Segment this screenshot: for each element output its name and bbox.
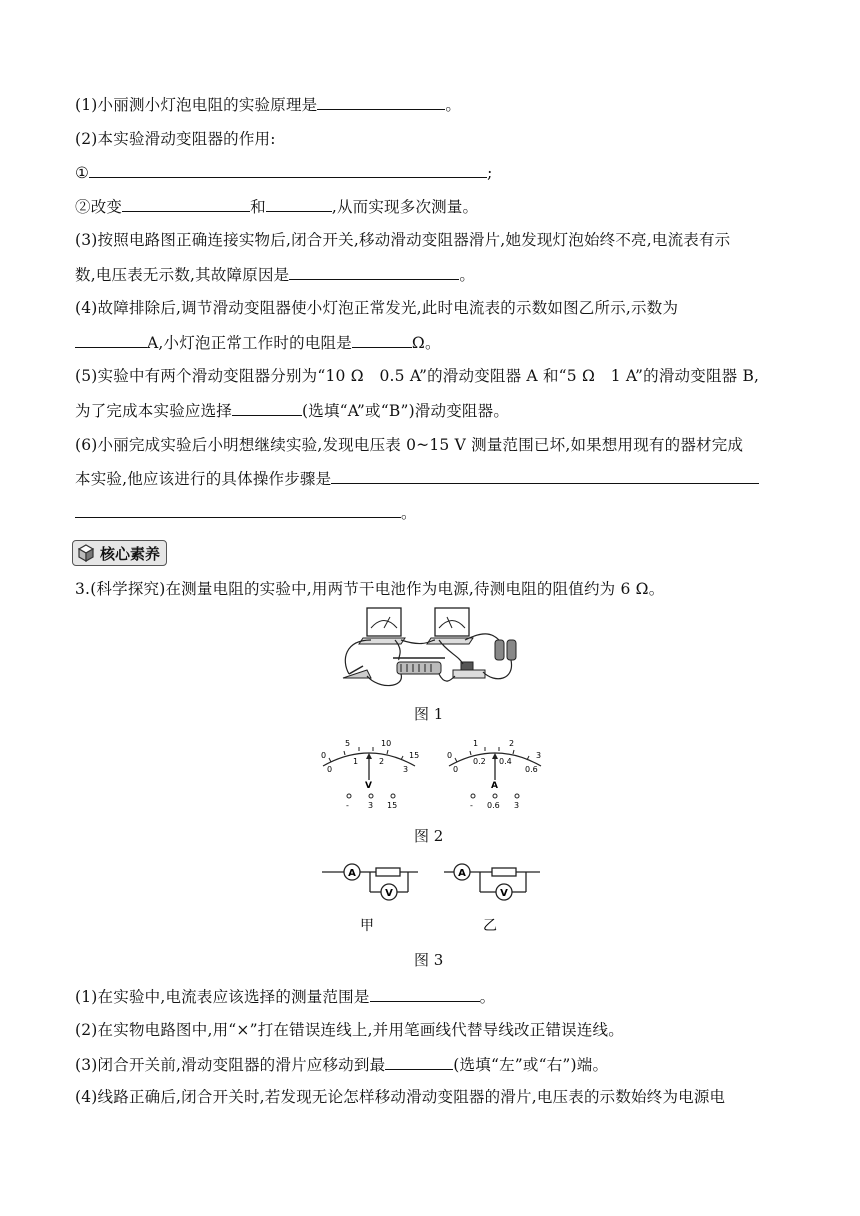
ammeter-bottom-tick: 0.2 — [473, 757, 486, 766]
answer-blank[interactable] — [289, 263, 459, 280]
voltmeter-bottom-tick: 0 — [327, 765, 333, 774]
answer-blank[interactable] — [122, 195, 250, 212]
ammeter-top-tick: 2 — [509, 739, 515, 748]
voltmeter-terminal: 3 — [368, 801, 374, 810]
voltmeter-top-tick: 15 — [409, 751, 420, 760]
ammeter-bottom-tick: 0.4 — [499, 757, 512, 766]
circuit-jia-label: 甲 — [360, 918, 374, 934]
voltmeter-terminal: - — [346, 801, 349, 810]
figure-3-caption: 图 3 — [414, 951, 444, 969]
answer-blank[interactable] — [89, 161, 487, 178]
circuit-yi-label: 乙 — [483, 918, 497, 934]
voltmeter-top-tick: 5 — [345, 739, 351, 748]
q2-item-2b: ②改变 和 ,从而实现多次测量。 — [75, 195, 478, 218]
q2-item-4-line2: A,小灯泡正常工作时的电阻是 Ω。 — [75, 331, 441, 354]
q2-item-2a: ① ; — [75, 161, 493, 184]
q3-item-4: (4)线路正确后,闭合开关时,若发现无论怎样移动滑动变阻器的滑片,电压表的示数始终为电源电 — [75, 1088, 726, 1106]
answer-blank[interactable] — [266, 195, 332, 212]
answer-blank[interactable] — [331, 467, 759, 484]
voltmeter-terminal: 15 — [387, 801, 398, 810]
voltmeter-top-tick: 10 — [381, 739, 392, 748]
ammeter-bottom-tick: 0 — [453, 765, 459, 774]
ammeter-dial — [447, 739, 541, 810]
figure-1-caption: 图 1 — [414, 705, 444, 723]
q2-item-2: (2)本实验滑动变阻器的作用: — [75, 130, 276, 148]
voltmeter-top-tick: 0 — [321, 751, 327, 760]
ammeter-terminal: 3 — [514, 801, 520, 810]
figure-1-physical-circuit — [335, 600, 525, 695]
q2-item-6-line1: (6)小丽完成实验后小明想继续实验,发现电压表 0~15 V 测量范围已坏,如果想用现有的器材完成 — [75, 436, 744, 454]
q2-item-5-line2: 为了完成本实验应选择 (选填“A”或“B”)滑动变阻器。 — [75, 399, 509, 422]
ammeter-terminal: 0.6 — [487, 801, 500, 810]
ammeter-terminal: - — [470, 801, 473, 810]
section-badge-core-literacy — [72, 540, 167, 566]
answer-blank[interactable] — [370, 985, 480, 1002]
voltmeter-dial — [321, 739, 419, 810]
resistor-symbol — [376, 868, 400, 876]
ammeter-top-tick: 0 — [447, 751, 453, 760]
resistor-symbol — [492, 868, 516, 876]
voltmeter-bottom-tick: 2 — [379, 757, 385, 766]
ammeter-top-tick: 1 — [473, 739, 479, 748]
cube-icon — [77, 544, 95, 562]
answer-blank[interactable] — [385, 1053, 453, 1070]
answer-blank[interactable] — [352, 331, 412, 348]
q3-item-3: (3)闭合开关前,滑动变阻器的滑片应移动到最 (选填“左”或“右”)端。 — [75, 1053, 608, 1076]
q3-item-2: (2)在实物电路图中,用“×”打在错误连线上,并用笔画线代替导线改正错误连线。 — [75, 1021, 624, 1039]
ammeter-symbol-label: A — [458, 868, 466, 879]
ammeter-bottom-tick: 0.6 — [525, 765, 538, 774]
q2-item-6-line3: 。 — [75, 501, 417, 524]
q2-item-6-line2: 本实验,他应该进行的具体操作步骤是 — [75, 467, 759, 490]
q2-item-3-line2: 数,电压表无示数,其故障原因是 。 — [75, 263, 475, 286]
voltmeter-symbol-label: V — [500, 888, 508, 899]
q3-item-1: (1)在实验中,电流表应该选择的测量范围是 。 — [75, 985, 495, 1008]
answer-blank[interactable] — [75, 331, 147, 348]
q2-item-5-line1: (5)实验中有两个滑动变阻器分别为“10 Ω 0.5 A”的滑动变阻器 A 和“5 Ω 1 A”的滑动变阻器 B, — [75, 367, 760, 385]
voltmeter-symbol-label: V — [385, 888, 393, 899]
figure-2-caption: 图 2 — [414, 827, 444, 845]
circuit-yi — [444, 864, 540, 934]
q3-stem: 3.(科学探究)在测量电阻的实验中,用两节干电池作为电源,待测电阻的阻值约为 6 Ω。 — [75, 580, 665, 598]
figure-3-circuits — [318, 858, 548, 938]
ammeter-unit: A — [491, 781, 498, 791]
ammeter-top-tick: 3 — [536, 751, 542, 760]
figure-2-meters — [315, 736, 555, 812]
circuit-jia — [322, 864, 418, 934]
q2-item-3-line1: (3)按照电路图正确连接实物后,闭合开关,移动滑动变阻器滑片,她发现灯泡始终不亮,电流表有示 — [75, 231, 731, 249]
section-title: 核心素养 — [100, 544, 161, 563]
voltmeter-bottom-tick: 3 — [403, 765, 409, 774]
q2-item-1: (1)小丽测小灯泡电阻的实验原理是 。 — [75, 93, 461, 116]
answer-blank[interactable] — [317, 93, 445, 110]
answer-blank[interactable] — [75, 501, 401, 518]
answer-blank[interactable] — [232, 399, 302, 416]
voltmeter-bottom-tick: 1 — [353, 757, 359, 766]
q2-item-4-line1: (4)故障排除后,调节滑动变阻器使小灯泡正常发光,此时电流表的示数如图乙所示,示数为 — [75, 299, 679, 317]
voltmeter-unit: V — [365, 781, 372, 791]
ammeter-symbol-label: A — [348, 868, 356, 879]
